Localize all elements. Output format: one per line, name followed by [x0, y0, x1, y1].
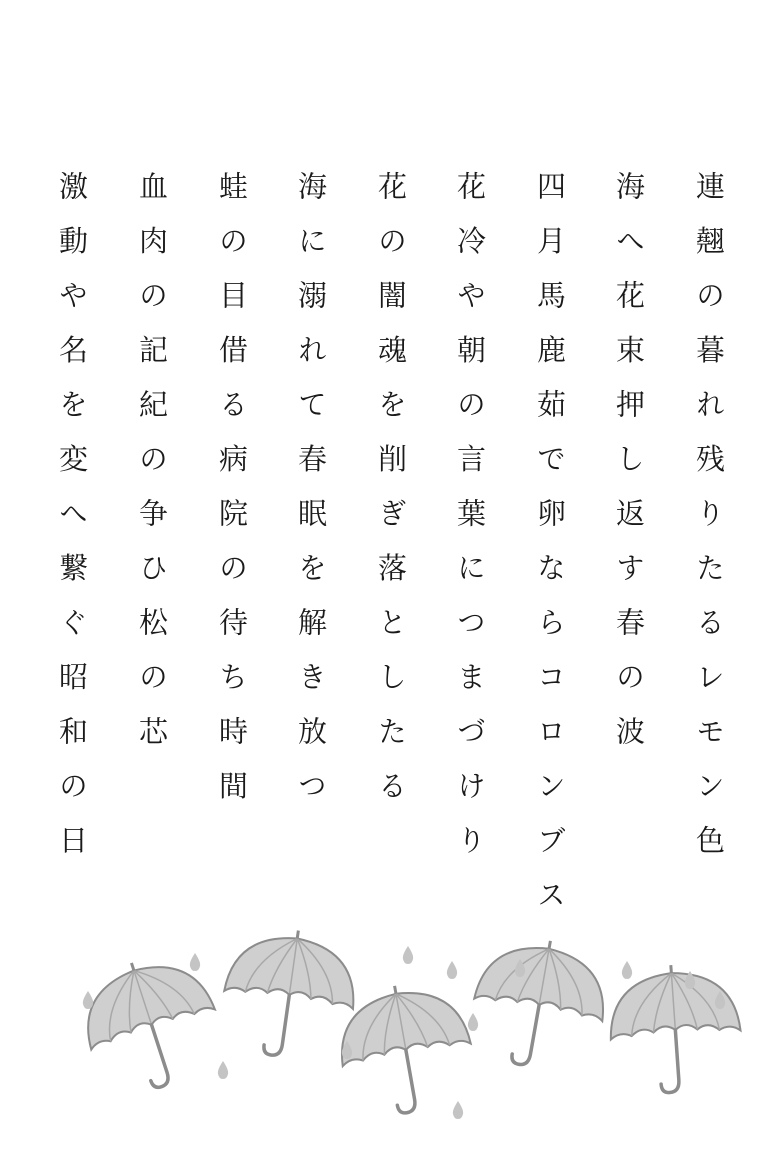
haiku-line: 蛙の目借る病院の待ち時間 [215, 171, 249, 825]
haiku-line: 花の闇魂を削ぎ落としたる [374, 171, 408, 825]
haiku-line: 四月馬鹿茹で卵ならコロンブス [533, 171, 567, 934]
haiku-line: 血肉の記紀の争ひ松の芯 [135, 171, 169, 771]
umbrella-illustration [0, 920, 761, 1163]
umbrella-icon [464, 930, 614, 1078]
haiku-line: 連翹の暮れ残りたるレモン色 [692, 171, 726, 880]
umbrella-icon [70, 943, 233, 1104]
haiku-line: 花冷や朝の言葉につまづけり [453, 171, 487, 880]
haiku-line: 海へ花束押し返す春の波 [612, 171, 646, 771]
haiku-line: 海に溺れて春眠を解き放つ [294, 171, 328, 825]
umbrella-icon [606, 961, 745, 1097]
umbrella-icon [216, 922, 362, 1066]
haiku-line: 激動や名を変へ繋ぐ昭和の日 [55, 171, 89, 880]
